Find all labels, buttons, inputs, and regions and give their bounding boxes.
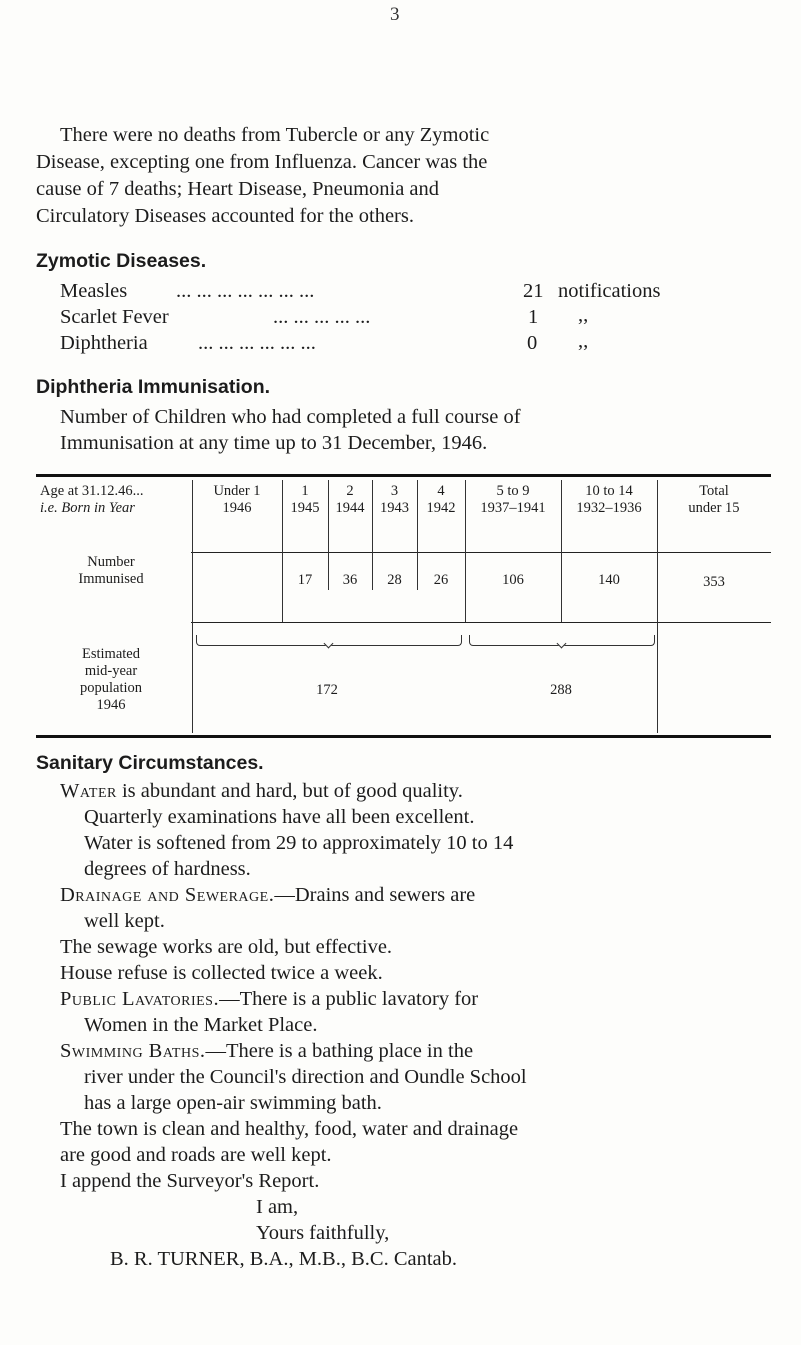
immunised-value: 26 [433,572,449,588]
pop-5to14: 288 [550,682,572,698]
table-bottom-rule [36,735,771,738]
leader-dots: ... ... ... ... ... [273,306,371,328]
row-number-2: Immunised [78,571,144,587]
drainage-paragraph [60,884,475,907]
row-pop-4: 1946 [96,697,126,713]
baths-paragraph [60,1040,473,1063]
disease-count: 21 [523,280,544,302]
disease-count: 1 [528,306,539,328]
zymotic-row [60,280,127,303]
signoff-yours: Yours faithfully, [256,1222,390,1244]
drainage-label: Drainage and Sewerage. [60,884,275,906]
disease-count: 0 [527,332,538,354]
immunised-value: 17 [297,572,313,588]
disease-unit: notifications [558,280,661,302]
closing-3: I append the Surveyor's Report. [60,1170,320,1192]
intro-line-1: There were no deaths from Tubercle or any Zymotic [60,124,490,146]
closing-1: The town is clean and healthy, food, water and drainage [60,1118,519,1140]
col-under1: Under 1 [213,483,261,499]
disease-unit: ,, [578,330,589,352]
immunisation-table [36,474,771,738]
lavatories-text-2: Women in the Market Place. [84,1014,318,1036]
intro-line-2: Disease, excepting one from Influenza. Cancer was the [36,151,488,173]
col-10to14: 10 to 14 [585,483,633,499]
col-age: 2 [346,483,354,499]
col-5to9-years: 1937–1941 [480,500,546,516]
immunised-value: 28 [387,572,402,588]
col-year: 1944 [335,500,365,516]
baths-text-2: river under the Council's direction and Oundle School [84,1066,527,1088]
drainage-text-2: well kept. [84,910,165,932]
disease-name: Diphtheria [60,332,148,354]
water-text-1: is abundant and hard, but of good quality. [116,780,463,802]
baths-label: Swimming Baths. [60,1040,206,1062]
baths-text-3: has a large open-air swimming bath. [84,1092,382,1114]
row-pop-1: Estimated [82,646,140,662]
row-header-age: Age at 31.12.46... [40,483,144,499]
row-number-1: Number [87,554,135,570]
disease-name: Measles [60,280,128,302]
signoff-signature: B. R. TURNER, B.A., M.B., B.C. Cantab. [110,1248,458,1270]
col-5to9: 5 to 9 [496,483,530,499]
col-divider [657,480,658,733]
col-year: 1942 [426,500,456,516]
zymotic-heading: Zymotic Diseases. [36,250,207,272]
table-top-rule [36,474,771,477]
water-text-3: Water is softened from 29 to approximately 10 to 14 [84,832,514,854]
lavatories-label: Public Lavatories. [60,988,220,1010]
water-label: Water [60,780,117,802]
col-year: 1945 [290,500,320,516]
immunisation-text-2: Immunisation at any time up to 31 December, 1946. [60,432,488,454]
immunisation-heading: Diphtheria Immunisation. [36,376,271,398]
col-total-sub: under 15 [688,500,740,516]
water-text-2: Quarterly examinations have all been excellent. [84,806,475,828]
signoff-i-am: I am, [256,1196,299,1218]
immunised-10to14: 140 [598,572,620,588]
leader-dots: ... ... ... ... ... ... ... [176,280,315,302]
col-age: 4 [437,483,445,499]
baths-text-1: —There is a bathing place in the [205,1040,474,1062]
col-year: 1943 [380,500,409,516]
page-number: 3 [390,4,400,25]
intro-line-4: Circulatory Diseases accounted for the others. [36,205,414,227]
leader-dots: ... ... ... ... ... ... [198,332,316,354]
row-rule [191,622,771,623]
immunised-5to9: 106 [502,572,524,588]
disease-unit: ,, [578,304,589,326]
water-text-4: degrees of hardness. [84,858,251,880]
row-pop-3: population [79,680,143,696]
water-paragraph [60,780,463,803]
pop-0to4: 172 [316,682,338,698]
house-refuse: House refuse is collected twice a week. [60,962,383,984]
col-age: 3 [390,483,399,499]
lavatories-text-1: —There is a public lavatory for [219,988,479,1010]
disease-name: Scarlet Fever [60,306,169,328]
row-header-born: i.e. Born in Year [40,500,135,516]
sanitary-heading: Sanitary Circumstances. [36,752,264,774]
lavatories-paragraph [60,988,478,1011]
col-under1-year: 1946 [222,500,252,516]
immunised-value: 36 [342,572,358,588]
intro-line-3: cause of 7 deaths; Heart Disease, Pneumonia and [36,178,440,200]
col-age: 1 [301,483,309,499]
header-rule [191,552,771,553]
col-10to14-years: 1932–1936 [576,500,642,516]
row-pop-2: mid-year [84,663,138,679]
col-divider [192,480,193,733]
immunisation-text-1: Number of Children who had completed a full course of [60,406,521,428]
col-total: Total [699,483,729,499]
immunised-total: 353 [703,574,725,590]
drainage-text-1: —Drains and sewers are [274,884,476,906]
closing-2: are good and roads are well kept. [60,1144,332,1166]
sewage-works: The sewage works are old, but effective. [60,936,393,958]
